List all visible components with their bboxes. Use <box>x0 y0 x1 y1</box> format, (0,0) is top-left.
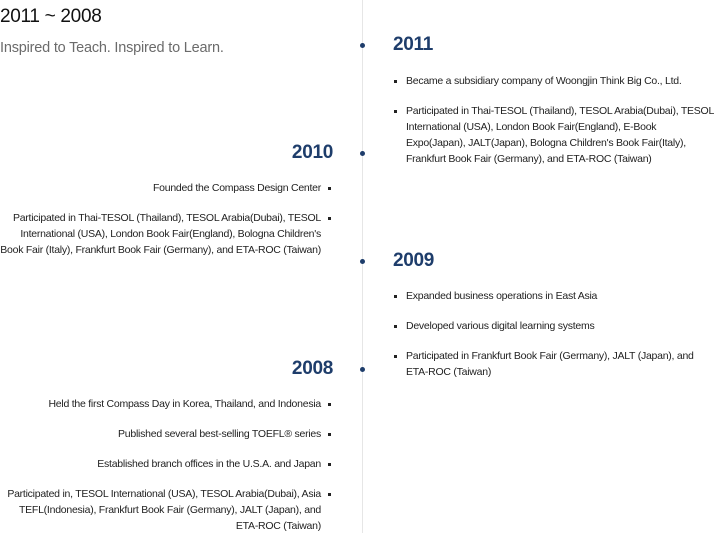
timeline-dot-2009 <box>360 259 365 264</box>
bullet-icon <box>394 355 397 358</box>
page-subtitle: Inspired to Teach. Inspired to Learn. <box>0 40 224 56</box>
bullet-icon <box>328 463 331 466</box>
list-item-text: Participated in Thai-TESOL (Thailand), TESOL Arabia(Dubai), TESOL International (USA), London Book Fair(England), Bologna Children's Book Fair (Italy), Frankfurt Book Fair (Germany), and ETA-ROC (Taiwan) <box>0 212 321 256</box>
list-item <box>0 456 321 472</box>
year-heading-2011: 2011 <box>393 34 434 55</box>
year-items-2011 <box>406 73 716 181</box>
list-item <box>0 396 321 412</box>
bullet-icon <box>394 110 397 113</box>
list-item <box>406 348 716 380</box>
timeline-dot-2011 <box>360 43 365 48</box>
year-items-2010 <box>0 180 321 272</box>
list-item <box>0 210 321 258</box>
timeline-dot-2010 <box>360 151 365 156</box>
list-item <box>0 486 321 534</box>
list-item <box>406 288 716 304</box>
list-item-text: Became a subsidiary company of Woongjin Think Big Co., Ltd. <box>406 75 682 87</box>
list-item-text: Participated in Frankfurt Book Fair (Germany), JALT (Japan), and ETA-ROC (Taiwan) <box>406 350 694 378</box>
list-item <box>406 318 716 334</box>
timeline-dot-2008 <box>360 367 365 372</box>
year-heading-2008: 2008 <box>291 358 333 379</box>
bullet-icon <box>328 403 331 406</box>
bullet-icon <box>328 187 331 190</box>
list-item-text: Expanded business operations in East Asia <box>406 290 598 302</box>
list-item-text: Founded the Compass Design Center <box>152 182 321 194</box>
list-item <box>0 426 321 442</box>
list-item <box>406 73 716 89</box>
bullet-icon <box>328 217 331 220</box>
list-item <box>406 103 716 167</box>
list-item <box>0 180 321 196</box>
list-item-text: Established branch offices in the U.S.A. and Japan <box>97 458 321 470</box>
page-title: 2011 ~ 2008 <box>0 6 102 27</box>
list-item-text: Participated in, TESOL International (USA), TESOL Arabia(Dubai), Asia TEFL(Indonesia), Frankfurt Book Fair (Germany), JALT (Japan), and ETA-ROC (Taiwan) <box>7 488 321 532</box>
year-heading-2009: 2009 <box>393 250 435 271</box>
bullet-icon <box>328 493 331 496</box>
year-items-2009 <box>406 288 716 394</box>
year-items-2008 <box>0 396 321 548</box>
bullet-icon <box>394 80 397 83</box>
bullet-icon <box>394 295 397 298</box>
list-item-text: Held the first Compass Day in Korea, Thailand, and Indonesia <box>48 398 321 410</box>
bullet-icon <box>394 325 397 328</box>
list-item-text: Participated in Thai-TESOL (Thailand), TESOL Arabia(Dubai), TESOL International (USA), London Book Fair(England), E-Book Expo(Japan), JALT(Japan), Bologna Children's Book Fair(Italy), Frankfurt Book Fair (Germany), and ETA-ROC (Taiwan) <box>406 105 714 165</box>
list-item-text: Developed various digital learning systems <box>406 320 595 332</box>
list-item-text: Published several best-selling TOEFL® series <box>118 428 321 440</box>
timeline-axis <box>362 0 363 533</box>
year-heading-2010: 2010 <box>291 142 333 163</box>
bullet-icon <box>328 433 331 436</box>
